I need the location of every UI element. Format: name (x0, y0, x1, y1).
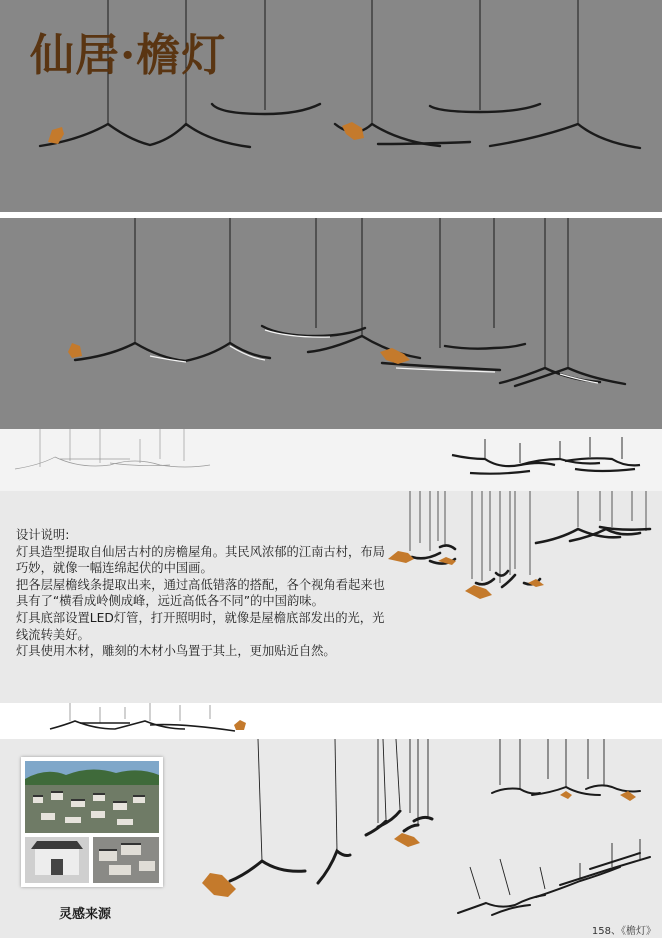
wood-bird-icon (234, 720, 246, 730)
page-title: 仙居·檐灯 (30, 30, 227, 81)
inspiration-photo (21, 757, 163, 887)
description-paragraph: 灯具使用木材，雕刻的木材小鸟置于其上，更加贴近自然。 (16, 644, 336, 659)
lamp-render-lit (0, 218, 662, 429)
inspiration-caption: 灵感来源 (59, 907, 112, 922)
line-drawing-panel (0, 429, 662, 491)
description-heading: 设计说明: (16, 528, 70, 542)
wood-bird-icon (48, 122, 364, 144)
village-photo-image (21, 757, 163, 887)
elevation-strip (0, 703, 662, 739)
render-panel-top (0, 0, 662, 212)
render-panel-lit (0, 218, 662, 429)
wood-bird-icon (68, 343, 410, 364)
wood-bird-icon (388, 551, 544, 599)
description-paragraph: 灯具底部设置LED灯管，打开照明时，就像是屋檐底部发出的光，光线流转美好。 (16, 610, 385, 642)
line-drawing-views (0, 429, 662, 491)
page-number: 158、《檐灯》 (591, 926, 656, 937)
description-paragraph: 把各层屋檐线条提取出来，通过高低错落的搭配，各个视角看起来也具有了“横看成岭侧成峰，远近高低各不同”的中国韵味。 (16, 577, 385, 609)
description-paragraph: 灯具造型提取自仙居古村的房檐屋角。其民风浓郁的江南古村，布局巧妙，就像一幅连绵起伏的中国画。 (16, 544, 385, 576)
design-description (16, 527, 396, 660)
lamp-elevation-view (0, 703, 662, 739)
description-panel (0, 491, 662, 703)
